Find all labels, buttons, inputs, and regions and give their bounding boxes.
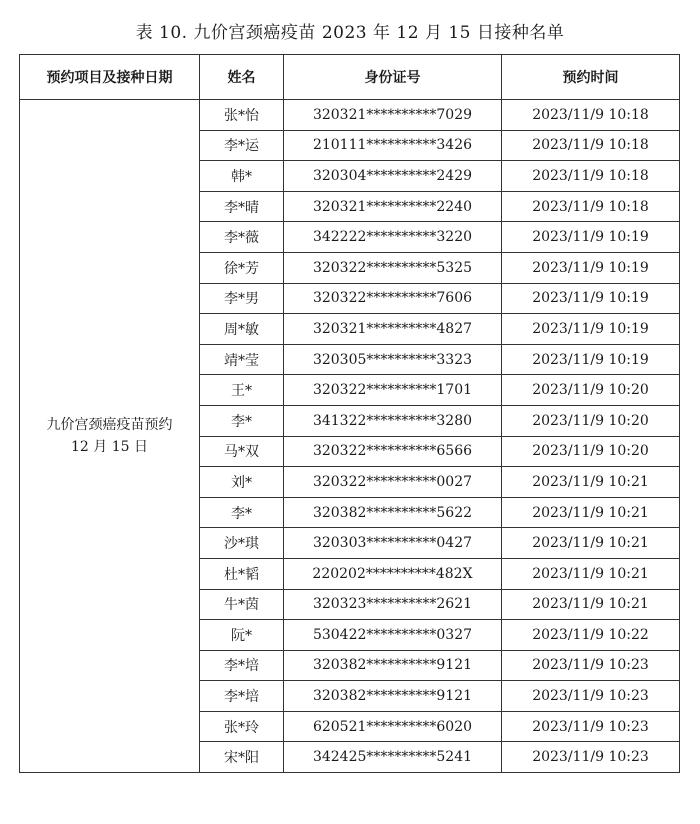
name-cell: 宋*阳 <box>200 742 284 773</box>
id-number-cell: 530422**********0327 <box>284 620 502 651</box>
project-date-cell <box>20 100 200 773</box>
name-cell: 李*培 <box>200 650 284 681</box>
id-number-cell: 620521**********6020 <box>284 711 502 742</box>
id-number-cell: 320304**********2429 <box>284 161 502 192</box>
name-cell: 李* <box>200 405 284 436</box>
name-cell: 李*晴 <box>200 191 284 222</box>
name-cell: 马*双 <box>200 436 284 467</box>
id-number-cell: 320305**********3323 <box>284 344 502 375</box>
name-cell: 李*培 <box>200 681 284 712</box>
id-number-cell: 320382**********5622 <box>284 497 502 528</box>
name-cell: 阮* <box>200 620 284 651</box>
name-cell: 靖*莹 <box>200 344 284 375</box>
name-cell: 李*薇 <box>200 222 284 253</box>
appointment-time-cell: 2023/11/9 10:18 <box>502 161 680 192</box>
table-row <box>20 100 680 131</box>
appointment-time-cell: 2023/11/9 10:21 <box>502 467 680 498</box>
name-cell: 张*怡 <box>200 100 284 131</box>
appointment-time-cell: 2023/11/9 10:20 <box>502 405 680 436</box>
appointment-time-cell: 2023/11/9 10:19 <box>502 344 680 375</box>
id-number-cell: 220202**********482X <box>284 558 502 589</box>
name-cell: 李*运 <box>200 130 284 161</box>
appointment-time-cell: 2023/11/9 10:21 <box>502 528 680 559</box>
id-number-cell: 320323**********2621 <box>284 589 502 620</box>
header-row <box>20 55 680 100</box>
appointment-time-cell: 2023/11/9 10:20 <box>502 436 680 467</box>
name-cell: 李*男 <box>200 283 284 314</box>
appointment-time-cell: 2023/11/9 10:18 <box>502 130 680 161</box>
header-appointment-time: 预约时间 <box>502 55 680 100</box>
appointment-time-cell: 2023/11/9 10:23 <box>502 650 680 681</box>
name-cell: 张*玲 <box>200 711 284 742</box>
id-number-cell: 320321**********4827 <box>284 314 502 345</box>
appointment-time-cell: 2023/11/9 10:19 <box>502 222 680 253</box>
table-title: 表 10. 九价宫颈癌疫苗 2023 年 12 月 15 日接种名单 <box>135 23 565 43</box>
id-number-cell: 320322**********5325 <box>284 252 502 283</box>
name-cell: 刘* <box>200 467 284 498</box>
appointment-time-cell: 2023/11/9 10:23 <box>502 742 680 773</box>
id-number-cell: 320321**********2240 <box>284 191 502 222</box>
name-cell: 徐*芳 <box>200 252 284 283</box>
id-number-cell: 341322**********3280 <box>284 405 502 436</box>
name-cell: 牛*茵 <box>200 589 284 620</box>
header-name: 姓名 <box>200 55 284 100</box>
appointment-time-cell: 2023/11/9 10:23 <box>502 681 680 712</box>
id-number-cell: 320321**********7029 <box>284 100 502 131</box>
id-number-cell: 320382**********9121 <box>284 650 502 681</box>
id-number-cell: 320322**********7606 <box>284 283 502 314</box>
name-cell: 韩* <box>200 161 284 192</box>
roster-body <box>20 100 680 773</box>
appointment-time-cell: 2023/11/9 10:19 <box>502 252 680 283</box>
vaccination-roster-table <box>19 54 680 773</box>
id-number-cell: 320322**********1701 <box>284 375 502 406</box>
appointment-time-cell: 2023/11/9 10:21 <box>502 497 680 528</box>
id-number-cell: 320303**********0427 <box>284 528 502 559</box>
id-number-cell: 320382**********9121 <box>284 681 502 712</box>
id-number-cell: 342222**********3220 <box>284 222 502 253</box>
appointment-time-cell: 2023/11/9 10:21 <box>502 589 680 620</box>
appointment-time-cell: 2023/11/9 10:18 <box>502 100 680 131</box>
name-cell: 周*敏 <box>200 314 284 345</box>
appointment-time-cell: 2023/11/9 10:18 <box>502 191 680 222</box>
appointment-time-cell: 2023/11/9 10:21 <box>502 558 680 589</box>
id-number-cell: 210111**********3426 <box>284 130 502 161</box>
name-cell: 杜*韬 <box>200 558 284 589</box>
appointment-time-cell: 2023/11/9 10:22 <box>502 620 680 651</box>
appointment-time-cell: 2023/11/9 10:19 <box>502 314 680 345</box>
header-project-date: 预约项目及接种日期 <box>20 55 200 100</box>
header-id-number: 身份证号 <box>284 55 502 100</box>
id-number-cell: 342425**********5241 <box>284 742 502 773</box>
name-cell: 李* <box>200 497 284 528</box>
appointment-time-cell: 2023/11/9 10:19 <box>502 283 680 314</box>
name-cell: 沙*琪 <box>200 528 284 559</box>
id-number-cell: 320322**********6566 <box>284 436 502 467</box>
project-date: 12 月 15 日 <box>71 439 148 456</box>
appointment-time-cell: 2023/11/9 10:23 <box>502 711 680 742</box>
project-name: 九价宫颈癌疫苗预约 <box>46 417 173 434</box>
name-cell: 王* <box>200 375 284 406</box>
id-number-cell: 320322**********0027 <box>284 467 502 498</box>
appointment-time-cell: 2023/11/9 10:20 <box>502 375 680 406</box>
